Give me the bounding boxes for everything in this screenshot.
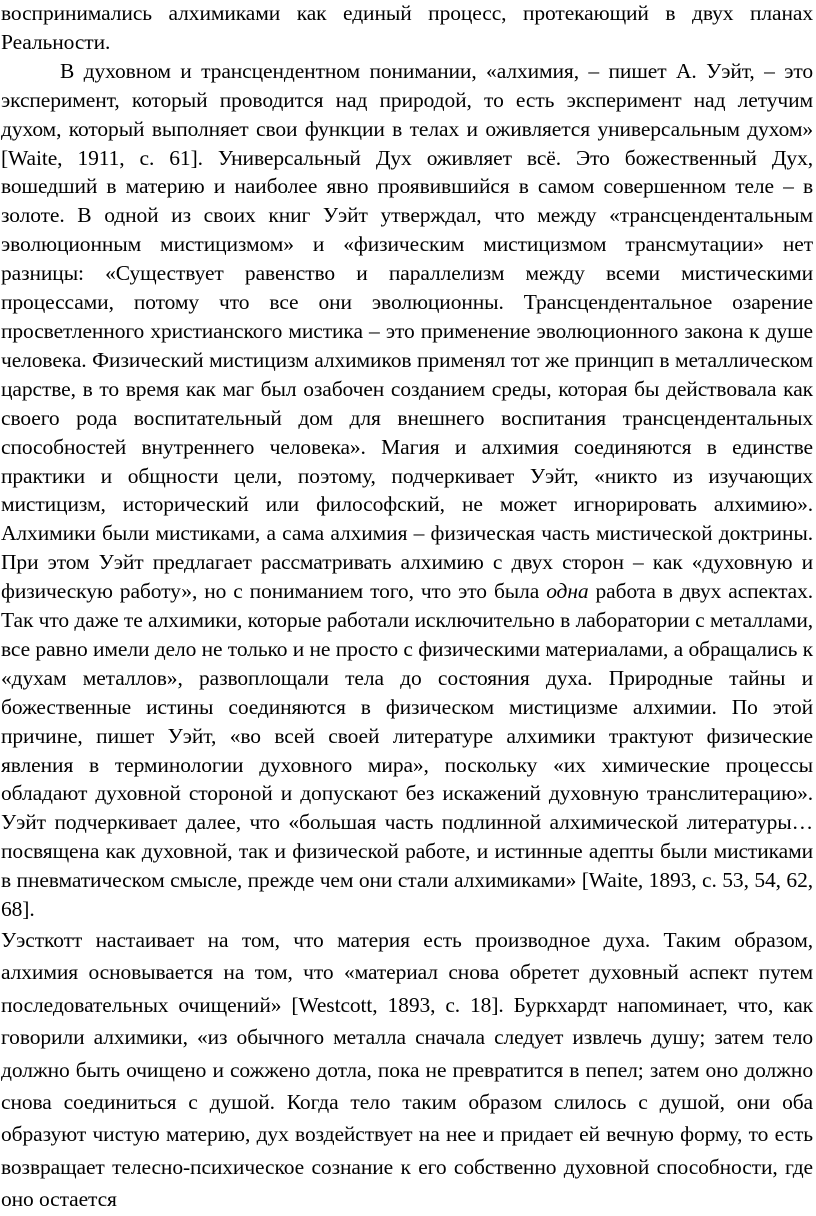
paragraph-westcott: Уэсткотт настаивает на том, что материя есть производное духа. Таким образом, алхимия основывается на том, что «материал снова обретет духовный аспект путем последовательных очищений» [Westcott, 1893, c. 18]. Буркхардт напоминает, что, как говорили алхимики, «из обычного металла сначала следует извлечь душу; затем тело должно быть очищено и сожжено дотла, пока не превратится в пепел; затем оно должно снова соединиться с душой. Когда тело таким образом слилось с душой, они оба образуют чистую материю, дух воздействует на нее и придает ей вечную форму, то есть возвращает телесно-психическое сознание к его собственно духовной способности, где оно остается <box>1 928 813 1212</box>
paragraph-continuation: воспринимались алхимиками как единый процесс, протекающий в двух планах Реальности. <box>1 1 813 54</box>
paragraph-text: работа в двух аспектах. Так что даже те алхимики, которые работали исключительно в лаборатории с металлами, все равно имели дело не только и не просто с физическими материалами, а обращались к «духам металлов», развоплощали тела до состояния духа. Природные тайны и божественные истины соединяются в физическом мистицизме алхимии. По этой причине, пишет Уэйт, «во всей своей литературе алхимики трактуют физические явления в терминологии духовного мира», поскольку «их химические процессы обладают духовной стороной и допускают без искажений духовную транслитерацию». Уэйт подчеркивает далее, что «большая часть подлинной алхимической литературы… посвящена как духовной, так и физической работе, и истинные адепты были мистиками в пневматическом смысле, прежде чем они стали алхимиками» [Waite, 1893, c. 53, 54, 62, 68]. <box>1 579 813 922</box>
paragraph-waite <box>0 57 813 924</box>
paragraph-text: В духовном и трансцендентном понимании, «алхимия, – пишет А. Уэйт, – это эксперимент, который проводится над природой, то есть эксперимент над летучим духом, который выполняет свои функции в телах и оживляется универсальным духом» [Waite, 1911, c. 61]. Универсальный Дух оживляет всё. Это божественный Дух, вошедший в материю и наиболее явно проявившийся в самом совершенном теле – в золоте. В одной из своих книг Уэйт утверждал, что между «трансцендентальным эволюционным мистицизмом» и «физическим мистицизмом трансмутации» нет разницы: «Существует равенство и параллелизм между всеми мистическими процессами, потому что все они эволюционны. Трансцендентальное озарение просветленного христианского мистика – это применение эволюционного закона к душе человека. Физический мистицизм алхимиков применял тот же принцип в металлическом царстве, в то время как маг был озабочен созданием среды, которая бы действовала как своего рода воспитательный дом для внешнего воспитания трансцендентальных способностей внутреннего человека». Магия и алхимия соединяются в единстве практики и общности цели, поэтому, подчеркивает Уэйт, «никто из изучающих мистицизм, исторический или философский, не может игнорировать алхимию». Алхимики были мистиками, а сама алхимия – физическая часть мистической доктрины. При этом Уэйт предлагает рассматривать алхимию с двух сторон – как «духовную и физическую работу», но с пониманием того, что это была <box>1 58 813 604</box>
emphasized-word: одна <box>546 579 589 604</box>
